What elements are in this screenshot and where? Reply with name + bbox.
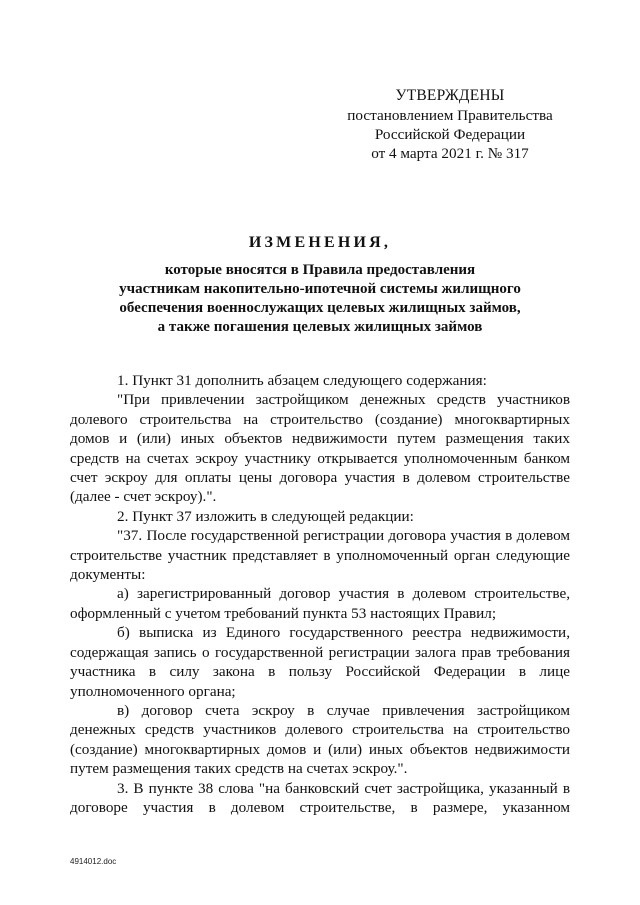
- paragraph-7: в) договор счета эскроу в случае привлечения застройщиком денежных средств участников долевого строительства на строительство (создание) многоквартирных домов и (или) иных объектов недвижимости путем размещения таких средств на счетах эскроу.".: [70, 701, 570, 778]
- approval-heading: УТВЕРЖДЕНЫ: [395, 87, 505, 104]
- paragraph-2: "При привлечении застройщиком денежных средств участников долевого строительства на строительство (создание) многоквартирных домов и (или) иных объектов недвижимости путем размещения таких средств на счетах эскроу участнику открывается уполномоченным банком счет эскроу для оплаты цены договора участия в долевом строительстве (далее - счет эскроу).".: [70, 391, 570, 506]
- paragraph-6: б) выписка из Единого государственного реестра недвижимости, содержащая запись о государственной регистрации залога прав требования участника в силу закона в пользу Российской Федерации в лице уполномоченного органа;: [70, 624, 570, 700]
- approval-line-2: Российской Федерации: [374, 126, 526, 143]
- document-title: ИЗМЕНЕНИЯ,: [248, 234, 392, 251]
- subtitle-line-3: обеспечения военнослужащих целевых жилищных займов,: [119, 300, 521, 316]
- subtitle-line-1: которые вносятся в Правила предоставления: [164, 262, 476, 278]
- approval-line-1: постановлением Правительства: [347, 107, 553, 124]
- subtitle-line-2: участникам накопительно-ипотечной системы жилищного: [119, 281, 521, 297]
- document-subtitle: [40, 261, 600, 337]
- approval-line-3: от 4 марта 2021 г. № 317: [371, 145, 529, 162]
- paragraph-5: а) зарегистрированный договор участия в долевом строительстве, оформленный с учетом требований пункта 53 настоящих Правил;: [70, 585, 570, 622]
- approval-block: [330, 86, 570, 163]
- document-body: [70, 371, 570, 817]
- paragraph-1: 1. Пункт 31 дополнить абзацем следующего содержания:: [117, 372, 487, 389]
- paragraph-8: 3. В пункте 38 слова "на банковский счет застройщика, указанный в договоре участия в долевом строительстве, в размере, указанном: [70, 779, 570, 816]
- paragraph-3: 2. Пункт 37 изложить в следующей редакции:: [117, 507, 414, 525]
- paragraph-4: "37. После государственной регистрации договора участия в долевом строительстве участник представляет в уполномоченный орган следующие документы:: [70, 527, 570, 584]
- footer-filename: 4914012.doc: [70, 857, 117, 866]
- subtitle-line-4: а также погашения целевых жилищных займов: [157, 319, 483, 335]
